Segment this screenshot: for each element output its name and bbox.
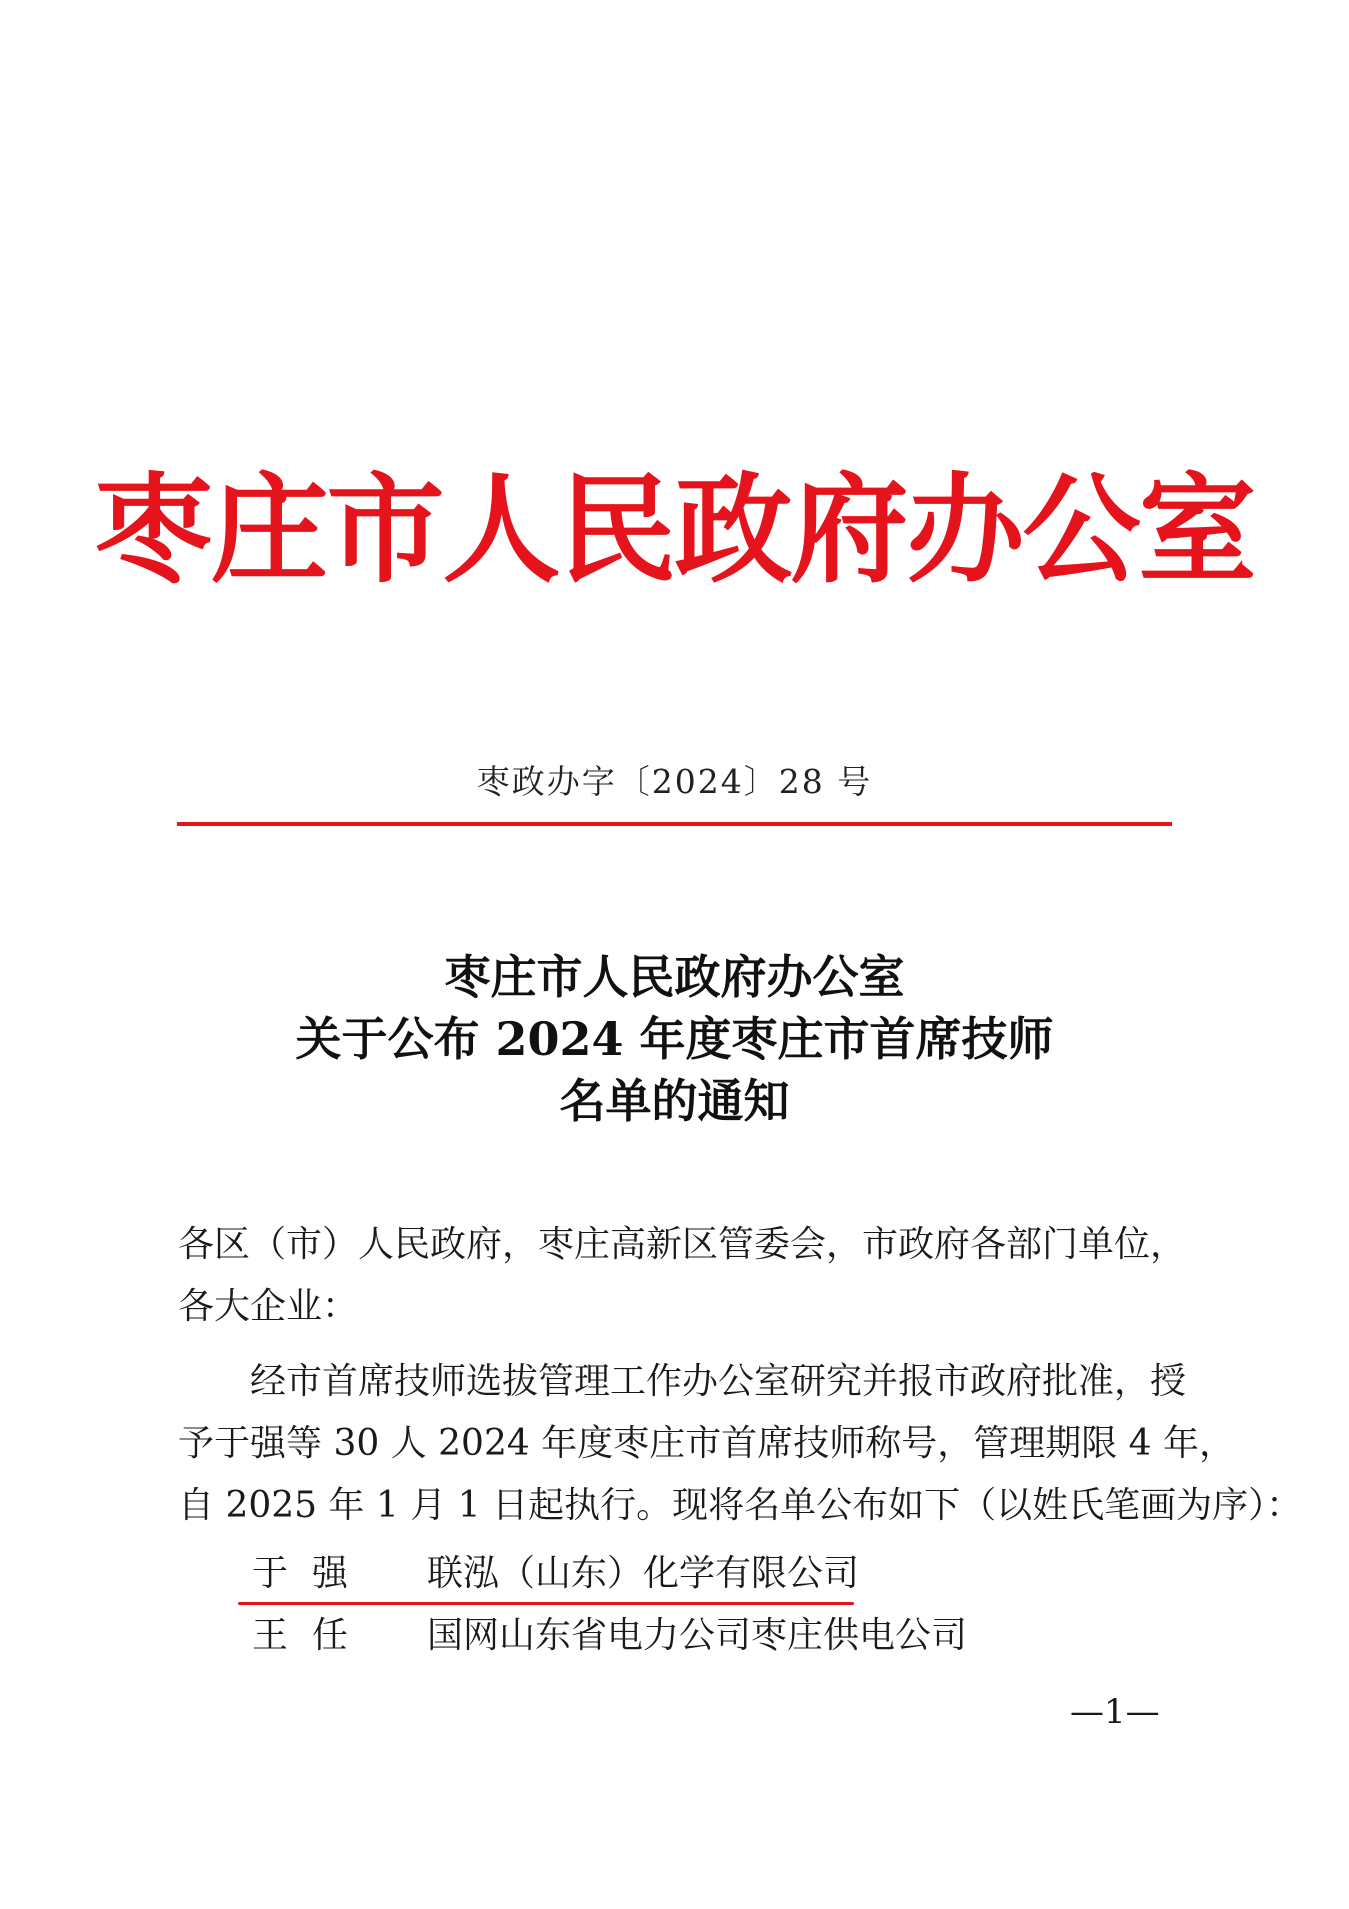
notice-title-line-3: 名单的通知 [559,1074,790,1128]
salutation-line-2: 各大企业： [178,1286,359,1327]
entry-organization: 联泓（山东）化学有限公司 [427,1553,860,1594]
notice-title [0,946,1349,1132]
entry-name: 于强 [252,1553,373,1594]
list-item [252,1605,967,1667]
notice-title-line-2: 关于公布 2024 年度枣庄市首席技师 [295,1012,1054,1066]
body-paragraph-line-1: 经市首席技师选拔管理工作办公室研究并报市政府批准，授 [250,1361,1187,1402]
body-paragraph-line-3: 自 2025 年 1 月 1 日起执行。现将名单公布如下（以姓氏笔画为序）： [178,1485,1303,1526]
salutation-line-1: 各区（市）人民政府，枣庄高新区管委会，市政府各部门单位， [178,1224,1187,1265]
list-item [252,1543,859,1605]
page-number: —1— [1070,1692,1160,1732]
body-paragraph-line-2: 予于强等 30 人 2024 年度枣庄市首席技师称号，管理期限 4 年， [178,1423,1235,1464]
notice-title-line-1: 枣庄市人民政府办公室 [444,950,905,1004]
document-number: 枣政办字〔2024〕28 号 [476,762,873,801]
entry-name: 王任 [252,1615,373,1656]
red-separator-rule [177,822,1172,826]
entry-organization: 国网山东省电力公司枣庄供电公司 [427,1615,968,1656]
masthead-title: 枣庄市人民政府办公室 [94,460,1255,599]
